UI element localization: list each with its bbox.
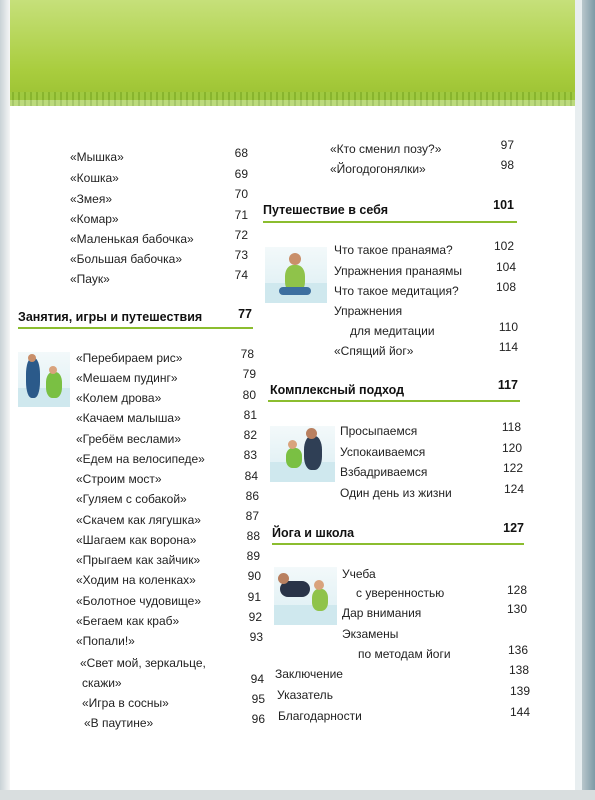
bottom-page-edge (0, 790, 595, 800)
toc-entry-page: 69 (234, 167, 248, 181)
toc-entry-page: 122 (502, 461, 523, 475)
head-shape (306, 428, 317, 439)
toc-entry-label[interactable]: Указатель (277, 688, 333, 702)
toc-entry-label[interactable]: Заключение (275, 667, 343, 681)
head-shape (278, 573, 289, 584)
toc-entry-label[interactable]: «Спящий йог» (334, 344, 414, 358)
photo-mother-child (270, 426, 335, 482)
toc-entry-label[interactable]: «Комар» (70, 212, 119, 226)
toc-entry-label[interactable]: «Кошка» (70, 171, 119, 185)
toc-entry-page: 68 (234, 146, 248, 160)
toc-entry-label[interactable]: Один день из жизни (340, 486, 452, 500)
toc-entry-label[interactable]: Что такое медитация? (334, 284, 459, 298)
toc-entry-label[interactable]: «Строим мост» (76, 472, 162, 486)
header-pattern-strip (0, 92, 595, 106)
toc-entry-label[interactable]: Упражнения пранаямы (334, 264, 462, 278)
head-shape (289, 253, 301, 265)
toc-entry-page: 98 (500, 158, 514, 172)
toc-entry-label[interactable]: «Едем на велосипеде» (76, 452, 205, 466)
adult-figure-shape (304, 436, 322, 470)
toc-entry-page: 72 (234, 228, 248, 242)
toc-entry-page: 73 (234, 248, 248, 262)
toc-entry-page: 74 (234, 268, 248, 282)
toc-entry-label-line1[interactable]: Учеба (342, 567, 376, 581)
toc-entry-label[interactable]: «Болотное чудовище» (76, 594, 202, 608)
toc-entry-label[interactable]: Просыпаемся (340, 424, 418, 438)
toc-entry-page: 81 (243, 408, 257, 422)
toc-entry-page: 120 (501, 441, 522, 455)
toc-entry-page: 97 (500, 138, 514, 152)
toc-entry-page: 110 (498, 320, 518, 334)
toc-entry-page: 79 (242, 367, 256, 381)
photo-child-breathing (265, 247, 327, 303)
right-page-edge (582, 0, 595, 800)
toc-entry-label[interactable]: «Большая бабочка» (70, 252, 183, 266)
toc-entry-page: 88 (246, 529, 260, 543)
toc-entry-label[interactable]: Взбадриваемся (340, 465, 428, 479)
toc-entry-label-line1[interactable]: Экзамены (342, 627, 399, 641)
toc-entry-label[interactable]: Что такое пранаяма? (334, 243, 453, 257)
toc-entry-label[interactable]: «Ходим на коленках» (76, 573, 196, 587)
toc-entry-page: 108 (495, 280, 516, 294)
toc-entry-label-line2[interactable]: по методам йоги (358, 647, 451, 661)
toc-entry-page: 136 (507, 643, 528, 657)
toc-entry-page: 91 (247, 590, 261, 604)
toc-entry-label[interactable]: «Кто сменил позу?» (330, 142, 442, 156)
toc-entry-label[interactable]: «Колем дрова» (76, 391, 162, 405)
toc-entry-label-line2[interactable]: для медитации (350, 324, 435, 338)
toc-entry-page: 93 (249, 630, 263, 644)
toc-entry-page: 118 (501, 420, 521, 434)
toc-entry-label[interactable]: Благодарности (278, 709, 362, 723)
toc-entry-page: 87 (245, 509, 259, 523)
toc-entry-page: 83 (243, 448, 257, 462)
toc-entry-label[interactable]: «Маленькая бабочка» (70, 232, 194, 246)
head-shape (49, 366, 57, 374)
section-divider (18, 327, 253, 329)
section-title-complex[interactable]: Комплексный подход (270, 383, 405, 397)
toc-entry-page: 82 (243, 428, 257, 442)
toc-entry-page: 95 (251, 692, 265, 706)
green-header-band (0, 0, 595, 100)
legs-shape (279, 287, 311, 295)
toc-entry-label[interactable]: «Качаем малыша» (76, 411, 181, 425)
toc-entry-label[interactable]: «Игра в сосны» (82, 696, 169, 710)
section-title-games[interactable]: Занятия, игры и путешествия (18, 310, 203, 324)
toc-entry-label[interactable]: «Шагаем как ворона» (76, 533, 197, 547)
toc-entry-label[interactable]: «Мешаем пудинг» (76, 371, 178, 385)
section-page-complex: 117 (497, 378, 518, 392)
photo-children-games (18, 352, 70, 407)
toc-entry-label[interactable]: Дар внимания (342, 606, 422, 620)
head-shape (288, 440, 297, 449)
toc-entry-page: 80 (242, 388, 256, 402)
toc-entry-page: 139 (509, 684, 530, 698)
toc-entry-page: 70 (234, 187, 248, 201)
toc-entry-label[interactable]: «Йогодогонялки» (330, 162, 426, 176)
toc-entry-page: 94 (250, 672, 264, 686)
toc-entry-page: 92 (248, 610, 262, 624)
head-shape (28, 354, 36, 362)
toc-entry-label[interactable]: «Мышка» (70, 150, 124, 164)
toc-entry-label[interactable]: Успокаиваемся (340, 445, 426, 459)
section-page-school: 127 (503, 521, 524, 535)
section-title-self[interactable]: Путешествие в себя (263, 203, 388, 217)
toc-entry-label[interactable]: «Гуляем с собакой» (76, 492, 187, 506)
section-divider (268, 400, 520, 402)
toc-entry-label-line1[interactable]: «Свет мой, зеркальце, (80, 656, 206, 670)
toc-entry-label-line1[interactable]: Упражнения (334, 304, 403, 318)
toc-entry-page: 90 (247, 569, 261, 583)
toc-entry-page: 124 (503, 482, 524, 496)
toc-entry-page: 78 (240, 347, 254, 361)
child-figure-shape (46, 372, 62, 398)
toc-entry-label[interactable]: «Паук» (70, 272, 110, 286)
toc-entry-label[interactable]: «Бегаем как краб» (76, 614, 180, 628)
toc-entry-page: 86 (245, 489, 259, 503)
adult-figure-shape (26, 358, 40, 398)
toc-entry-label[interactable]: «Прыгаем как зайчик» (76, 553, 201, 567)
toc-entry-page: 102 (493, 239, 514, 253)
left-page-edge (0, 0, 10, 800)
child-figure-shape (286, 448, 302, 468)
head-shape (314, 580, 324, 590)
toc-entry-page: 84 (244, 469, 258, 483)
toc-entry-label[interactable]: «Змея» (70, 192, 113, 206)
toc-entry-page: 138 (508, 663, 529, 677)
photo-mother-son-school (274, 567, 337, 625)
section-title-school[interactable]: Йога и школа (272, 526, 355, 540)
toc-entry-page: 128 (506, 583, 527, 597)
toc-entry-page: 130 (506, 602, 527, 616)
toc-entry-page: 104 (495, 260, 516, 274)
toc-entry-label[interactable]: «Скачем как лягушка» (76, 513, 201, 527)
section-divider (272, 543, 524, 545)
section-divider (263, 221, 517, 223)
toc-entry-label-line2[interactable]: скажи» (82, 676, 122, 690)
toc-entry-page: 71 (234, 208, 248, 222)
toc-entry-label[interactable]: «Гребём веслами» (76, 432, 182, 446)
toc-entry-page: 96 (251, 712, 265, 726)
toc-entry-page: 89 (246, 549, 260, 563)
section-page-games: 77 (238, 307, 252, 321)
section-page-self: 101 (493, 198, 514, 212)
child-figure-shape (312, 589, 328, 611)
right-page-edge-inner (575, 0, 582, 800)
toc-entry-label-line2[interactable]: с уверенностью (356, 586, 445, 600)
toc-entry-label[interactable]: «В паутине» (84, 716, 154, 730)
toc-entry-label[interactable]: «Перебираем рис» (76, 351, 183, 365)
toc-entry-page: 144 (509, 705, 530, 719)
toc-entry-label[interactable]: «Попали!» (76, 634, 135, 648)
toc-entry-page: 114 (498, 340, 518, 354)
